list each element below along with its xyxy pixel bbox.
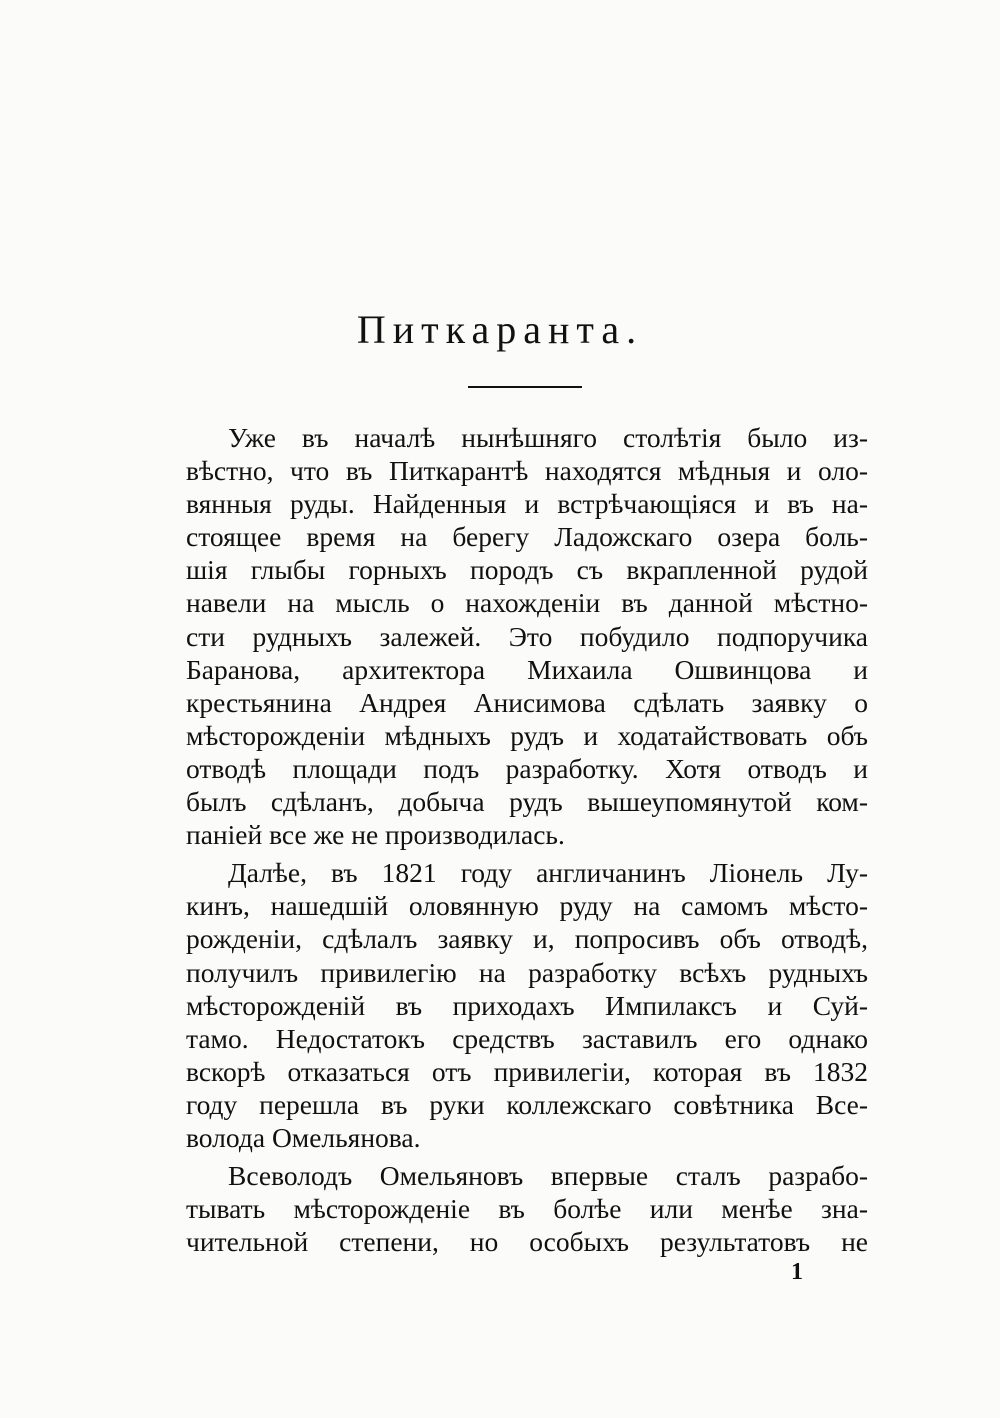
text-line: вѣстно, что въ Питкарантѣ находятся мѣдныя и оло-: [186, 455, 868, 487]
text-line: вскорѣ отказаться отъ привилегіи, которая въ 1832: [186, 1055, 868, 1087]
text-line: былъ сдѣланъ, добыча рудъ вышеупомянутой ком-: [186, 786, 868, 818]
text-line: шія глыбы горныхъ породъ съ вкрапленной рудой: [186, 554, 868, 586]
text-line: отводѣ площади подъ разработку. Хотя отводъ и: [186, 752, 868, 784]
text-line: волода Омельянова.: [186, 1121, 421, 1153]
chapter-title: Питкаранта.: [356, 307, 644, 352]
body-text: [186, 421, 868, 1263]
text-line: сти рудныхъ залежей. Это побудило подпоручика: [186, 620, 868, 652]
text-line: Далѣе, въ 1821 году англичанинъ Ліонель Лу-: [228, 857, 868, 889]
text-line: стоящее время на берегу Ладожскаго озера боль-: [186, 521, 868, 553]
text-line: крестьянина Андрея Анисимова сдѣлать заявку о: [186, 686, 868, 718]
text-line: навели на мысль о нахожденіи въ данной мѣстно-: [186, 587, 868, 619]
page-number: 1: [791, 1259, 803, 1285]
text-line: чительной степени, но особыхъ результатовъ не: [186, 1226, 868, 1258]
text-line: Уже въ началѣ нынѣшняго столѣтія было из-: [228, 422, 868, 453]
text-line: вянныя руды. Найденныя и встрѣчающіяся и въ на-: [186, 488, 868, 520]
text-line: Баранова, архитектора Михаила Ошвинцова и: [186, 653, 868, 685]
text-line: мѣсторожденіи мѣдныхъ рудъ и ходатайствовать объ: [186, 719, 868, 751]
paragraph-2: [186, 856, 868, 1154]
text-line: тывать мѣсторожденіе въ болѣе или менѣе зна-: [186, 1193, 868, 1225]
text-line: мѣсторожденій въ приходахъ Импилаксъ и Суй-: [186, 989, 868, 1021]
text-line: кинъ, нашедшій оловянную руду на самомъ мѣсто-: [186, 890, 868, 922]
paragraph-1: [186, 421, 868, 851]
text-line: паніей все же не производилась.: [186, 819, 565, 851]
text-line: году перешла въ руки коллежскаго совѣтника Все-: [186, 1088, 868, 1120]
text-line: получилъ привилегію на разработку всѣхъ рудныхъ: [186, 956, 868, 988]
text-line: тамо. Недостатокъ средствъ заставилъ его однако: [186, 1022, 868, 1054]
text-line: рожденіи, сдѣлалъ заявку и, попросивъ объ отводѣ,: [186, 923, 868, 955]
paragraph-3: [186, 1159, 868, 1258]
text-line: Всеволодъ Омельяновъ впервые сталъ разрабо-: [228, 1160, 868, 1192]
title-divider: [468, 386, 582, 388]
